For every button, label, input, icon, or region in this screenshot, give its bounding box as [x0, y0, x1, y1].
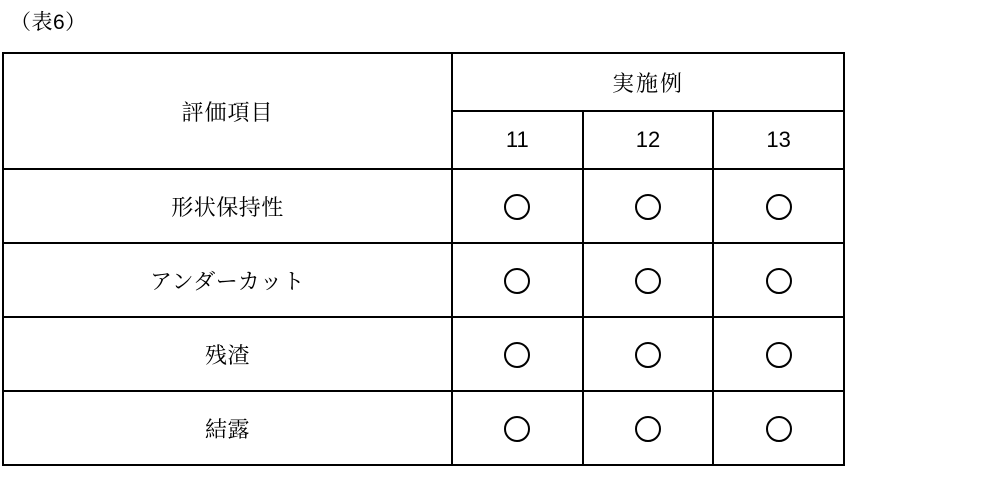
table-row [3, 169, 844, 243]
circle-mark-icon [635, 342, 661, 368]
circle-mark-icon [504, 194, 530, 220]
circle-mark-icon [635, 416, 661, 442]
cell-condensation-11 [452, 391, 583, 465]
cell-condensation-13 [713, 391, 844, 465]
circle-mark-icon [635, 194, 661, 220]
header-column-11: 11 [452, 111, 583, 169]
cell-undercut-11 [452, 243, 583, 317]
row-label-shape-retention: 形状保持性 [3, 169, 452, 243]
circle-mark-icon [766, 416, 792, 442]
row-label-residue: 残渣 [3, 317, 452, 391]
header-column-13: 13 [713, 111, 844, 169]
header-column-12: 12 [583, 111, 714, 169]
table-caption: （表6） [10, 11, 87, 34]
table-row [3, 317, 844, 391]
row-label-condensation: 結露 [3, 391, 452, 465]
header-evaluation-item: 評価項目 [3, 53, 452, 169]
row-label-undercut: アンダーカット [3, 243, 452, 317]
cell-shape-retention-11 [452, 169, 583, 243]
circle-mark-icon [766, 194, 792, 220]
circle-mark-icon [766, 268, 792, 294]
cell-undercut-12 [583, 243, 714, 317]
cell-residue-11 [452, 317, 583, 391]
table-header-row-1 [3, 53, 844, 111]
evaluation-table [2, 52, 845, 466]
table-row [3, 391, 844, 465]
table-row [3, 243, 844, 317]
circle-mark-icon [504, 342, 530, 368]
circle-mark-icon [635, 268, 661, 294]
cell-shape-retention-12 [583, 169, 714, 243]
header-example-group: 実施例 [452, 53, 844, 111]
circle-mark-icon [504, 268, 530, 294]
cell-shape-retention-13 [713, 169, 844, 243]
circle-mark-icon [766, 342, 792, 368]
cell-condensation-12 [583, 391, 714, 465]
circle-mark-icon [504, 416, 530, 442]
cell-residue-12 [583, 317, 714, 391]
cell-residue-13 [713, 317, 844, 391]
cell-undercut-13 [713, 243, 844, 317]
